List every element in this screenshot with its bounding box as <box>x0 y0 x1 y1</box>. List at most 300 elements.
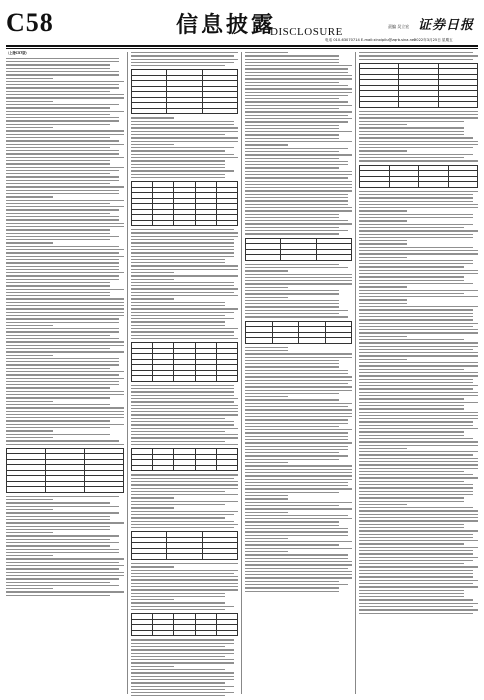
table-cell <box>153 220 174 226</box>
table-cell <box>195 465 216 471</box>
text-line <box>131 494 238 495</box>
table-cell <box>132 220 153 226</box>
text-line <box>6 71 119 72</box>
text-line <box>131 434 238 435</box>
text-line <box>359 372 478 373</box>
text-line <box>359 234 473 235</box>
text-line <box>6 58 119 59</box>
text-line <box>6 111 124 112</box>
text-line <box>131 478 234 479</box>
text-line <box>6 404 110 405</box>
text-line <box>6 588 53 589</box>
issue-date: 2022年3月25日 星期五 <box>414 38 453 42</box>
text-line <box>359 593 464 594</box>
text-line <box>245 515 348 516</box>
text-line <box>6 325 53 326</box>
text-line <box>245 459 339 460</box>
text-line <box>6 437 53 438</box>
text-line <box>6 568 119 569</box>
text-line <box>131 418 225 419</box>
text-line <box>6 351 124 352</box>
text-line <box>359 346 478 347</box>
text-line <box>245 148 348 149</box>
table-cell <box>132 376 153 382</box>
text-line <box>245 306 339 307</box>
body-text-block <box>131 52 238 696</box>
text-line <box>6 394 124 395</box>
text-line <box>245 591 339 592</box>
text-line <box>6 269 119 270</box>
text-line <box>245 65 352 66</box>
text-line <box>6 529 110 530</box>
text-line <box>6 572 124 573</box>
text-line <box>245 283 352 284</box>
text-line <box>131 236 238 237</box>
text-line <box>131 124 234 125</box>
text-line <box>245 62 339 63</box>
text-line <box>359 514 478 515</box>
text-line <box>359 237 473 238</box>
text-line <box>131 672 234 673</box>
text-line <box>359 596 464 597</box>
text-line <box>131 511 238 512</box>
text-line <box>245 535 348 536</box>
text-line <box>6 355 53 356</box>
text-line <box>245 429 352 430</box>
text-line <box>6 213 110 214</box>
section-subtitle: DISCLOSURE <box>270 26 343 38</box>
text-line <box>245 525 339 526</box>
text-line <box>6 374 119 375</box>
text-line <box>359 468 478 469</box>
text-line <box>6 87 119 88</box>
text-line <box>359 201 473 202</box>
table-cell <box>7 487 46 493</box>
text-line <box>245 194 348 195</box>
text-line <box>245 521 339 522</box>
text-line <box>131 285 234 286</box>
article-column-4 <box>359 50 478 696</box>
text-line <box>359 402 478 403</box>
text-line <box>245 571 352 572</box>
text-line <box>131 59 238 60</box>
text-line <box>359 280 464 281</box>
text-line <box>6 196 53 197</box>
text-line <box>359 464 478 465</box>
text-line <box>245 383 348 384</box>
table-cell <box>360 102 399 108</box>
text-line <box>245 584 348 585</box>
text-line <box>6 562 119 563</box>
text-line <box>6 275 119 276</box>
text-line <box>6 318 119 319</box>
text-line <box>359 247 473 248</box>
text-line <box>359 418 478 419</box>
text-line <box>6 509 53 510</box>
text-line <box>245 403 352 404</box>
text-line <box>245 492 339 493</box>
text-line <box>131 497 174 498</box>
text-line <box>131 609 225 610</box>
text-line <box>131 695 225 696</box>
text-line <box>6 427 110 428</box>
table-cell <box>216 630 237 636</box>
text-line <box>131 589 238 590</box>
text-line <box>359 253 478 254</box>
data-table <box>359 63 478 108</box>
text-line <box>245 479 352 480</box>
text-line <box>6 585 119 586</box>
text-line <box>131 259 225 260</box>
text-line <box>245 300 339 301</box>
table-cell <box>399 102 438 108</box>
text-line <box>245 187 352 188</box>
text-line <box>6 578 119 579</box>
text-line <box>6 285 110 286</box>
text-line <box>245 380 352 381</box>
text-line <box>245 564 352 565</box>
text-line <box>131 127 238 128</box>
text-line <box>359 491 473 492</box>
text-line <box>245 446 348 447</box>
text-line <box>359 204 478 205</box>
newspaper-logo: 证券日报 <box>418 18 475 33</box>
text-line <box>131 583 238 584</box>
text-line <box>131 305 225 306</box>
text-line <box>245 287 288 288</box>
text-line <box>131 282 234 283</box>
text-line <box>245 561 352 562</box>
text-line <box>245 200 348 201</box>
text-line <box>6 216 119 217</box>
text-line <box>245 442 352 443</box>
text-line <box>359 431 464 432</box>
text-line <box>359 127 464 128</box>
text-line <box>131 596 225 597</box>
text-line <box>245 141 352 142</box>
text-line <box>131 566 174 567</box>
text-line <box>6 186 124 187</box>
text-line <box>6 282 110 283</box>
text-line <box>245 214 339 215</box>
text-line <box>131 242 234 243</box>
text-line <box>131 606 234 607</box>
text-line <box>359 385 478 386</box>
table-cell <box>299 338 326 344</box>
text-line <box>131 262 225 263</box>
text-line <box>6 157 124 158</box>
text-line <box>6 305 124 306</box>
text-line <box>6 74 119 75</box>
text-line <box>359 395 478 396</box>
text-line <box>245 230 348 231</box>
text-line <box>131 576 238 577</box>
text-line <box>6 160 110 161</box>
text-line <box>131 279 174 280</box>
text-line <box>131 298 174 299</box>
text-line <box>6 496 119 497</box>
table-cell <box>132 554 167 560</box>
table-cell <box>316 255 351 261</box>
text-line <box>6 542 119 543</box>
text-line <box>131 491 225 492</box>
text-line <box>131 292 234 293</box>
text-line <box>6 358 119 359</box>
text-line <box>359 576 473 577</box>
text-line <box>245 174 352 175</box>
text-line <box>359 329 478 330</box>
text-line <box>6 144 124 145</box>
text-line <box>131 265 238 266</box>
text-line <box>131 643 234 644</box>
text-line <box>131 52 238 53</box>
text-line <box>359 603 478 604</box>
text-line <box>6 94 124 95</box>
text-line <box>359 504 407 505</box>
text-line <box>359 537 473 538</box>
table-cell <box>132 630 153 636</box>
text-line <box>359 560 473 561</box>
table-cell <box>153 630 174 636</box>
table-cell <box>167 108 202 114</box>
text-line <box>359 527 464 528</box>
text-line <box>245 158 339 159</box>
text-line <box>6 61 119 62</box>
text-line <box>359 530 478 531</box>
table-cell <box>153 376 174 382</box>
text-line <box>359 550 473 551</box>
text-line <box>245 131 352 132</box>
text-line <box>6 137 110 138</box>
text-line <box>131 431 225 432</box>
text-line <box>245 151 339 152</box>
text-line <box>6 219 119 220</box>
text-line <box>6 236 119 237</box>
text-line <box>6 298 124 299</box>
text-line <box>6 252 119 253</box>
text-line <box>245 393 339 394</box>
text-line <box>245 531 348 532</box>
text-line <box>6 147 110 148</box>
text-line <box>131 315 225 316</box>
text-line <box>359 355 478 356</box>
text-line <box>6 519 110 520</box>
body-text-block <box>359 52 478 614</box>
text-line <box>245 111 352 112</box>
table-cell <box>216 465 237 471</box>
text-line <box>6 292 110 293</box>
text-line <box>131 488 238 489</box>
text-line <box>245 72 348 73</box>
text-line <box>359 369 464 370</box>
text-line <box>359 563 464 564</box>
table-cell <box>153 465 174 471</box>
text-line <box>245 52 288 53</box>
text-line <box>245 587 339 588</box>
table-cell <box>46 487 85 493</box>
text-line <box>131 593 225 594</box>
text-line <box>245 577 352 578</box>
text-line <box>6 246 119 247</box>
text-line <box>359 266 464 267</box>
text-line <box>131 338 238 339</box>
text-line <box>131 269 238 270</box>
text-line <box>359 257 407 258</box>
text-line <box>359 316 473 317</box>
text-line <box>359 510 478 511</box>
text-line <box>6 522 124 523</box>
text-line <box>6 193 119 194</box>
text-line <box>245 101 348 102</box>
text-line <box>131 676 234 677</box>
text-line <box>245 171 352 172</box>
text-line <box>245 475 352 476</box>
text-line <box>359 520 478 521</box>
text-line <box>131 170 234 171</box>
text-line <box>245 360 339 361</box>
text-line <box>245 574 352 575</box>
text-line <box>131 411 238 412</box>
text-line <box>359 590 464 591</box>
text-line <box>245 164 348 165</box>
text-line <box>359 243 407 244</box>
text-line <box>245 78 352 79</box>
text-line <box>359 55 478 56</box>
text-line <box>131 157 238 158</box>
masthead-rule <box>6 45 478 47</box>
text-line <box>6 315 124 316</box>
text-line <box>6 233 110 234</box>
text-line <box>131 517 225 518</box>
text-line <box>131 121 234 122</box>
text-line <box>131 507 174 508</box>
text-line <box>245 370 348 371</box>
text-line <box>359 547 478 548</box>
text-line <box>6 209 119 210</box>
text-line <box>245 197 348 198</box>
text-line <box>131 256 234 257</box>
text-line <box>6 532 53 533</box>
text-line <box>6 127 53 128</box>
text-line <box>6 256 124 257</box>
text-line <box>6 331 119 332</box>
text-line <box>6 200 124 201</box>
text-line <box>359 290 478 291</box>
text-line <box>245 347 288 348</box>
text-line <box>6 361 119 362</box>
text-line <box>245 290 339 291</box>
text-line <box>131 318 234 319</box>
text-line <box>245 274 352 275</box>
data-table <box>6 448 124 493</box>
text-line <box>6 368 110 369</box>
text-line <box>245 528 348 529</box>
text-line <box>6 68 110 69</box>
text-line <box>245 472 352 473</box>
text-line <box>359 566 478 567</box>
text-line <box>131 524 238 525</box>
text-line <box>359 150 407 151</box>
text-line <box>131 239 234 240</box>
text-line <box>245 568 348 569</box>
text-line <box>245 413 352 414</box>
text-line <box>245 267 348 268</box>
text-line <box>6 101 53 102</box>
text-line <box>245 488 352 489</box>
text-line <box>359 553 473 554</box>
table-cell <box>174 630 195 636</box>
text-line <box>359 309 473 310</box>
text-line <box>359 191 478 192</box>
text-line <box>359 117 478 118</box>
text-line <box>6 545 110 546</box>
text-line <box>6 262 119 263</box>
text-line <box>359 445 478 446</box>
text-line <box>245 293 339 294</box>
text-line <box>131 137 238 138</box>
text-line <box>359 454 473 455</box>
text-line <box>359 405 464 406</box>
text-line <box>245 98 339 99</box>
text-line <box>359 398 464 399</box>
text-line <box>359 573 473 574</box>
text-line <box>6 64 110 65</box>
text-line <box>6 345 124 346</box>
text-line <box>359 586 478 587</box>
table-cell <box>132 108 167 114</box>
text-line <box>6 401 53 402</box>
table-cell <box>174 465 195 471</box>
text-line <box>6 134 124 135</box>
text-line <box>131 421 234 422</box>
text-line <box>359 359 407 360</box>
text-line <box>6 78 53 79</box>
text-line <box>359 154 473 155</box>
text-line <box>6 424 124 425</box>
text-line <box>359 599 473 600</box>
text-line <box>245 465 352 466</box>
text-line <box>245 512 288 513</box>
text-line <box>6 223 124 224</box>
table-cell <box>174 220 195 226</box>
text-line <box>359 147 473 148</box>
text-line <box>245 277 352 278</box>
text-line <box>131 177 225 178</box>
text-line <box>131 441 225 442</box>
text-line <box>245 439 348 440</box>
text-line <box>131 117 174 118</box>
text-line <box>359 260 473 261</box>
text-line <box>6 364 119 365</box>
text-line <box>245 558 348 559</box>
text-line <box>245 223 352 224</box>
text-line <box>131 150 225 151</box>
text-line <box>6 226 124 227</box>
text-line <box>6 499 53 500</box>
table-cell <box>246 255 281 261</box>
text-line <box>131 62 234 63</box>
text-line <box>131 504 225 505</box>
text-line <box>245 316 348 317</box>
table-cell <box>195 220 216 226</box>
table-cell <box>448 182 478 188</box>
text-line <box>6 341 124 342</box>
text-line <box>131 174 225 175</box>
text-line <box>359 270 478 271</box>
data-table <box>131 531 238 560</box>
text-line <box>6 526 110 527</box>
text-line <box>6 308 124 309</box>
